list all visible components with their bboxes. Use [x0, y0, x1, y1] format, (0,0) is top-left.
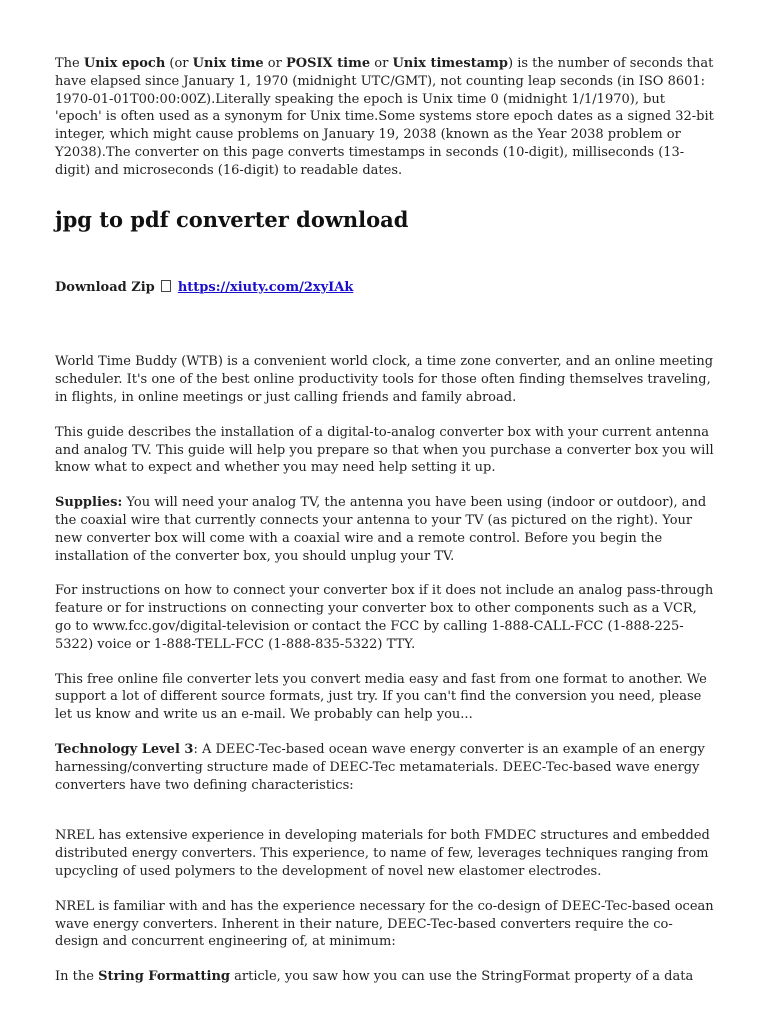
paragraph-file-converter: This free online file converter lets you convert media easy and fast from one format to another. We support a lot of different source formats, just try. If you can't find the conversion you need, please let us know and write us an e-mail. We probably can help you...	[55, 671, 707, 723]
string-formatting-pre: In the	[55, 969, 99, 985]
paragraph-world-time-buddy: World Time Buddy (WTB) is a convenient world clock, a time zone converter, and an online meeting scheduler. It's one of the best online productivity tools for those often finding themselves traveling, in flights, in online meetings or just calling friends and family abroad.	[55, 354, 714, 405]
paragraph-instructions: For instructions on how to connect your converter box if it does not include an analog pass-through feature or for instructions on connecting your converter box to other components such as a VCR, go to www.fcc.gov/digital-television or contact the FCC by calling 1-888-CALL-FCC (1-888-225-5322) voice or 1-888-TELL-FCC (1-888-835-5322) TTY.	[55, 583, 714, 652]
intro-text: or	[263, 56, 286, 71]
paragraph-supplies	[55, 494, 715, 565]
term-posix-time: POSIX time	[285, 56, 371, 71]
technology-level-text: : A DEEC-Tec-based ocean wave energy converter is an example of an energy harnessing/converting structure made of DEEC-Tec metamaterials. DEEC-Tec-based wave energy converters have two defining characteristics:	[55, 741, 705, 793]
term-unix-timestamp: Unix timestamp	[392, 56, 509, 71]
string-formatting-text: article, you saw how you can use the StringFormat property of a data	[230, 969, 694, 985]
supplies-text: You will need your analog TV, the antenna you have been using (indoor or outdoor), and the coaxial wire that currently connects your antenna to your TV (as pictured on the right). Your new converter box will come with a coaxial wire and a remote control. Before you begin the installation of the converter box, you should unplug your TV.	[55, 495, 707, 564]
paragraph-converter-guide: This guide describes the installation of a digital-to-analog converter box with your current antenna and analog TV. This guide will help you prepare so that when you purchase a converter box you will know what to expect and whether you may need help setting it up.	[55, 424, 714, 476]
paragraph-technology-level	[55, 741, 715, 794]
intro-text: ) is the number of seconds that have elapsed since January 1, 1970 (midnight UTC/GMT), not counting leap seconds (in ISO 8601: 1970-01-01T00:00:00Z).Literally speaking the epoch is Unix time 0 (midnight 1/1/1970), but 'epoch' is often used as a synonym for Unix time.Some systems store epoch dates as a signed 32-bit integer, which might cause problems on January 19, 2038 (known as the Year 2038 problem or Y2038).The converter on this page converts timestamps in seconds (10-digit), milliseconds (13-digit) and microseconds (16-digit) to readable dates.	[55, 56, 714, 178]
missing-glyph-icon	[161, 280, 171, 292]
intro-text: or	[370, 56, 393, 71]
paragraph-nrel-materials: NREL has extensive experience in developing materials for both FMDEC structures and embedded distributed energy converters. This experience, to name of few, leverages techniques ranging from upcycling of used polymers to the development of novel new elastomer electrodes.	[55, 828, 710, 879]
term-unix-time: Unix time	[192, 56, 264, 71]
download-line	[55, 279, 715, 297]
supplies-label: Supplies:	[55, 495, 123, 511]
intro-paragraph	[55, 55, 715, 180]
string-formatting-label: String Formatting	[98, 969, 231, 985]
page-title: jpg to pdf converter download	[55, 206, 409, 232]
download-label: Download Zip	[55, 279, 155, 295]
term-unix-epoch: Unix epoch	[83, 56, 166, 71]
intro-text: The	[55, 56, 84, 71]
download-link[interactable]: https://xiuty.com/2xyIAk	[177, 279, 354, 295]
technology-level-label: Technology Level 3	[55, 741, 194, 757]
intro-text: (or	[165, 56, 193, 71]
paragraph-nrel-codesign: NREL is familiar with and has the experience necessary for the co-design of DEEC-Tec-based ocean wave energy converters. Inherent in their nature, DEEC-Tec-based converters require the co-design and concurrent engineering of, at minimum:	[55, 898, 714, 950]
paragraph-string-formatting	[55, 968, 715, 986]
